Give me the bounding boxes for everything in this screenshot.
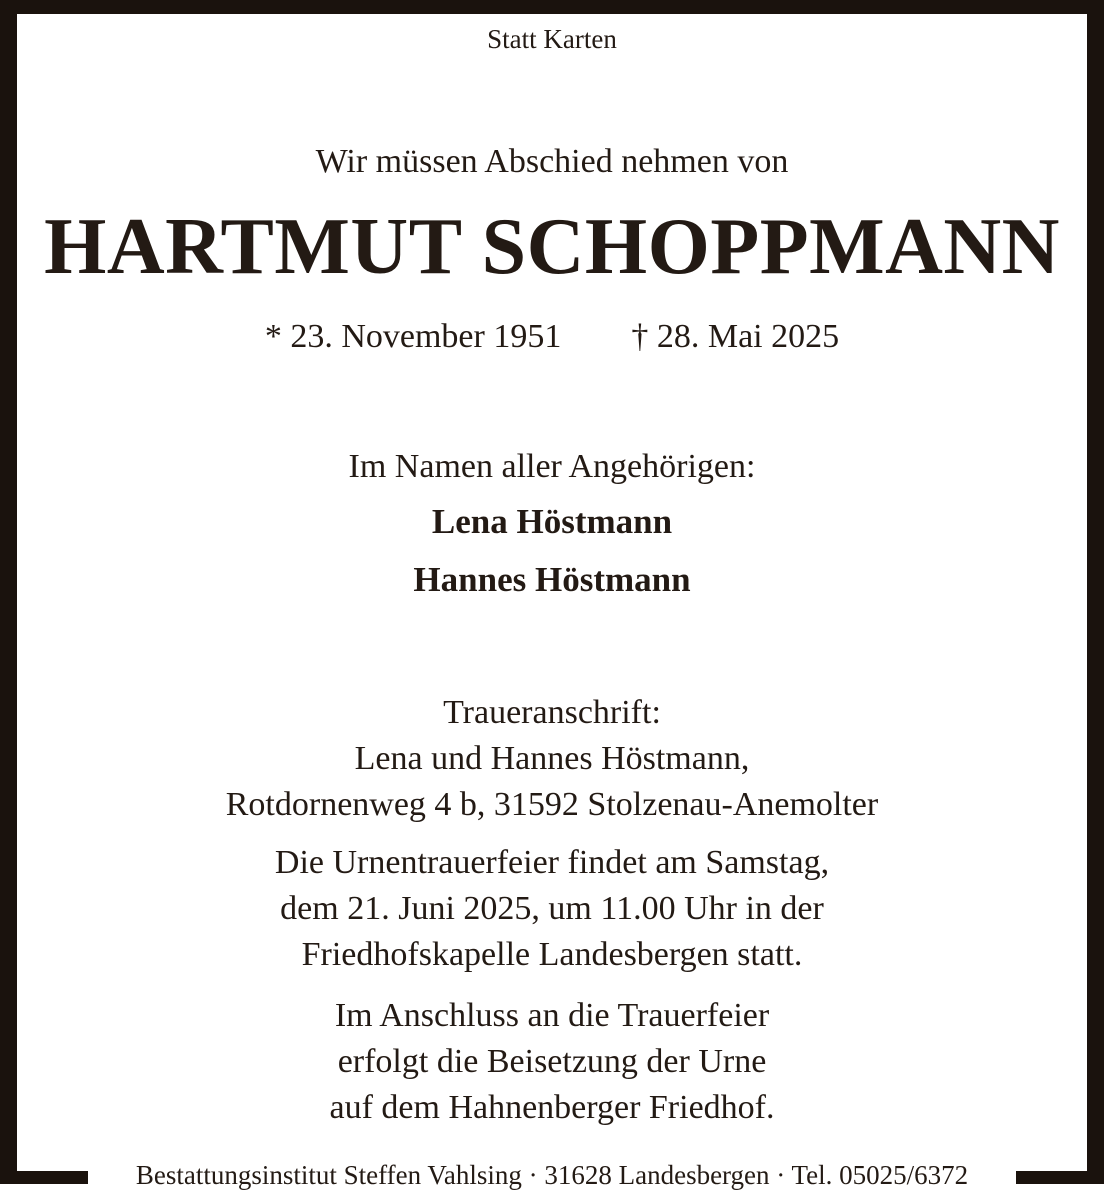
- deceased-name: HARTMUT SCHOPPMANN: [44, 203, 1060, 291]
- life-dates: [0, 318, 1104, 356]
- ceremony-info: [0, 840, 1104, 978]
- address-label: Traueranschrift:: [443, 694, 661, 731]
- burial-info: [0, 993, 1104, 1131]
- frame-border-top: [0, 0, 1104, 14]
- mourning-address: [0, 690, 1104, 828]
- burial-line: auf dem Hahnenberger Friedhof.: [329, 1089, 775, 1126]
- intro-text: Wir müssen Abschied nehmen von: [315, 143, 789, 180]
- burial-line: Im Anschluss an die Trauerfeier: [334, 997, 770, 1034]
- address-line: Lena und Hannes Höstmann,: [354, 740, 750, 777]
- address-line: Rotdornenweg 4 b, 31592 Stolzenau-Anemolter: [225, 786, 879, 823]
- ceremony-line: dem 21. Juni 2025, um 11.00 Uhr in der: [280, 890, 824, 927]
- family-member: Lena Höstmann: [431, 502, 673, 541]
- ceremony-line: Friedhofskapelle Landesbergen statt.: [301, 936, 803, 973]
- birth-date: * 23. November 1951: [264, 318, 562, 355]
- family-member: Hannes Höstmann: [413, 560, 691, 599]
- funeral-home-footer: Bestattungsinstitut Steffen Vahlsing · 31628 Landesbergen · Tel. 05025/6372: [88, 1160, 1016, 1191]
- frame-border-bottom-left: [0, 1171, 88, 1184]
- burial-line: erfolgt die Beisetzung der Urne: [337, 1043, 767, 1080]
- ceremony-line: Die Urnentrauerfeier findet am Samstag,: [274, 844, 830, 881]
- family-intro: Im Namen aller Angehörigen:: [348, 448, 756, 485]
- death-date: † 28. Mai 2025: [631, 318, 840, 355]
- frame-border-bottom-right: [1016, 1171, 1104, 1184]
- header-text: Statt Karten: [487, 24, 617, 54]
